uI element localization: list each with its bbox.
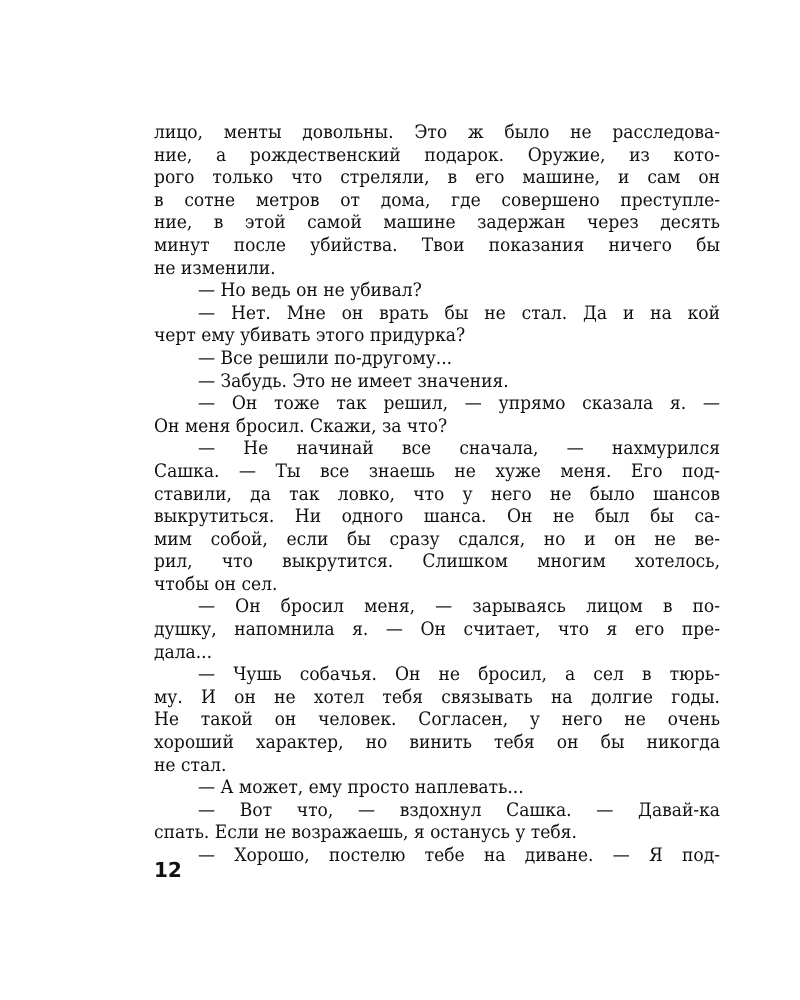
text-line: чтобы он сел.	[154, 572, 278, 595]
text-line: — Он бросил меня, — зарываясь лицом в по-	[198, 595, 720, 618]
text-line: рого только что стреляли, в его машине, и сам он	[154, 166, 720, 189]
text-line: душку, напомнила я. — Он считает, что я его пре-	[154, 618, 720, 641]
text-line: ние, а рождественский подарок. Оружие, из кото-	[154, 143, 720, 166]
text-line: черт ему убивать этого придурка?	[154, 324, 466, 347]
text-line: Он меня бросил. Скажи, за что?	[154, 414, 448, 437]
text-line: — Чушь собачья. Он не бросил, а сел в тюрь-	[198, 663, 720, 686]
text-line: не стал.	[154, 753, 227, 776]
text-line: — Не начинай все сначала, — нахмурился	[198, 437, 720, 460]
text-line: мим собой, если бы сразу сдался, но и он не ве-	[154, 527, 720, 550]
text-line: дала...	[154, 640, 213, 663]
text-line: рил, что выкрутится. Слишком многим хотелось,	[154, 550, 720, 573]
text-line: лицо, менты довольны. Это ж было не расследова-	[154, 121, 720, 143]
page-number: 12	[154, 858, 182, 882]
text-line: Сашка. — Ты все знаешь не хуже меня. Его под-	[154, 459, 720, 482]
text-line: — Но ведь он не убивал?	[198, 279, 422, 302]
text-line: — Забудь. Это не имеет значения.	[198, 369, 509, 392]
text-line: не изменили.	[154, 256, 276, 279]
text-line: му. И он не хотел тебя связывать на долгие годы.	[154, 685, 720, 708]
text-line: Не такой он человек. Согласен, у него не очень	[154, 708, 720, 731]
text-line: — Хорошо, постелю тебе на диване. — Я под-	[198, 844, 720, 866]
text-line: хороший характер, но винить тебя он бы никогда	[154, 731, 720, 754]
text-line: — А может, ему просто наплевать...	[198, 776, 524, 799]
text-line: спать. Если не возражаешь, я останусь у тебя.	[154, 821, 577, 844]
text-line: ставили, да так ловко, что у него не было шансов	[154, 482, 720, 505]
text-line: — Нет. Мне он врать бы не стал. Да и на кой	[198, 301, 720, 324]
text-line: в сотне метров от дома, где совершено преступле-	[154, 188, 720, 211]
text-line: — Вот что, — вздохнул Сашка. — Давай-ка	[198, 798, 720, 821]
text-line: минут после убийства. Твои показания ничего бы	[154, 233, 720, 256]
text-line: ние, в этой самой машине задержан через десять	[154, 211, 720, 234]
text-line: выкрутиться. Ни одного шанса. Он не был бы са-	[154, 505, 720, 528]
body-text	[154, 121, 720, 867]
text-line: — Он тоже так решил, — упрямо сказала я. —	[198, 392, 720, 415]
text-line: — Все решили по-другому...	[198, 346, 453, 369]
